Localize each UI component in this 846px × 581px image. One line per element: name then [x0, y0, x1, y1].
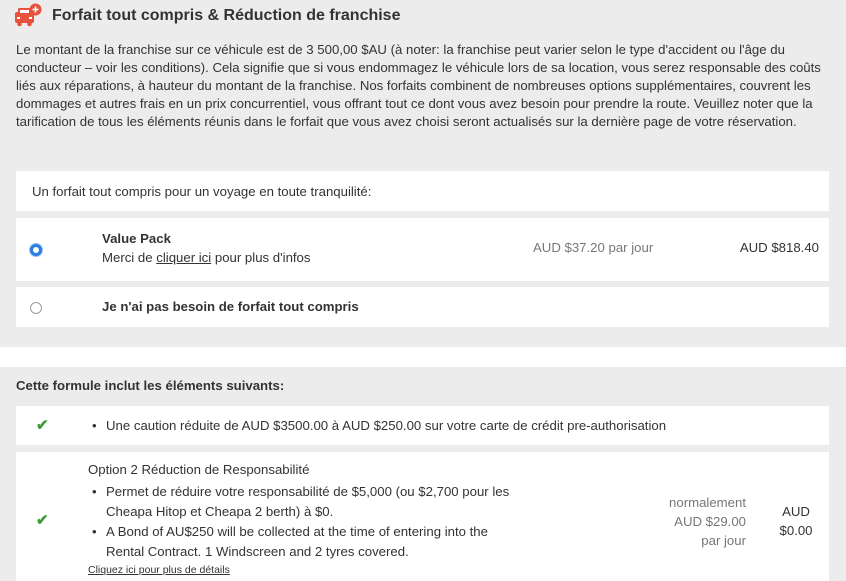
subtext-suffix: pour plus d'infos: [211, 250, 311, 265]
included-item: [16, 452, 829, 581]
franchise-description: Le montant de la franchise sur ce véhicule est de 3 500,00 $AU (à noter: la franchise peut varier selon le type d'accident ou l'âge du conducteur – voir les conditions). Cela signifie que si vous endommagez le véhicule lors de sa location, vous serez responsable des coûts liés aux réparations, à hauteur du montant de la franchise. Nos forfaits combinent de nombreuses options supplémentaires, couvrent les dommages et autres frais en un prix concurrentiel, vous offrant tout ce dont vous avez besoin pour prendre la route. Veuillez noter que la tarification de tous les éléments réunis dans le forfait que vous avez choisi seront actualisés sur la dernière page de votre réservation.: [16, 42, 821, 129]
normal-price: [636, 493, 746, 550]
included-price-value: $0.00: [779, 523, 813, 538]
option-name: Value Pack: [102, 231, 171, 246]
bullet-item: • A Bond of AU$250 will be collected at the time of entering into the Rental Contract. 1 Windscreen and 2 tyres covered.: [106, 522, 526, 562]
normal-price-label: normalement: [669, 495, 746, 510]
check-icon: ✔: [36, 417, 49, 434]
included-item-title: Option 2 Réduction de Responsabilité: [88, 462, 310, 477]
includes-heading: Cette formule inclut les éléments suivants:: [16, 378, 285, 393]
section-title: Forfait tout compris & Réduction de franchise: [52, 7, 401, 24]
package-option-value-pack[interactable]: [16, 218, 829, 281]
included-price-currency: AUD: [782, 504, 810, 519]
normal-price-unit: par jour: [701, 533, 746, 548]
normal-price-value: AUD $29.00: [674, 514, 746, 529]
radio-value-pack[interactable]: [30, 244, 42, 256]
option-name: Je n'ai pas besoin de forfait tout compris: [102, 299, 359, 314]
included-item-text: • Une caution réduite de AUD $3500.00 à AUD $250.00 sur votre carte de crédit pre-authorisation: [106, 418, 666, 433]
section-header: [14, 3, 400, 29]
section-divider: [0, 347, 846, 367]
total-price: AUD $818.40: [739, 240, 819, 255]
option-subtext: [102, 250, 311, 265]
included-item: [16, 406, 829, 445]
package-intro: [16, 171, 829, 211]
subtext-prefix: Merci de: [102, 250, 157, 265]
intro-text: Un forfait tout compris pour un voyage en toute tranquilité:: [32, 184, 372, 199]
bullet-item: • Permet de réduire votre responsabilité de $5,000 (ou $2,700 pour les Cheapa Hitop et Cheapa 2 berth) à $0.: [106, 482, 526, 522]
daily-price: AUD $37.20 par jour: [533, 240, 654, 255]
included-price: [771, 502, 821, 540]
more-info-link[interactable]: cliquer ici: [156, 250, 212, 265]
package-option-none[interactable]: [16, 287, 829, 327]
details-link[interactable]: Cliquez ici pour plus de détails: [88, 564, 230, 576]
included-bullets: [106, 482, 526, 562]
check-icon: ✔: [36, 512, 49, 529]
radio-no-package[interactable]: [30, 302, 42, 314]
car-plus-icon: [14, 3, 42, 29]
